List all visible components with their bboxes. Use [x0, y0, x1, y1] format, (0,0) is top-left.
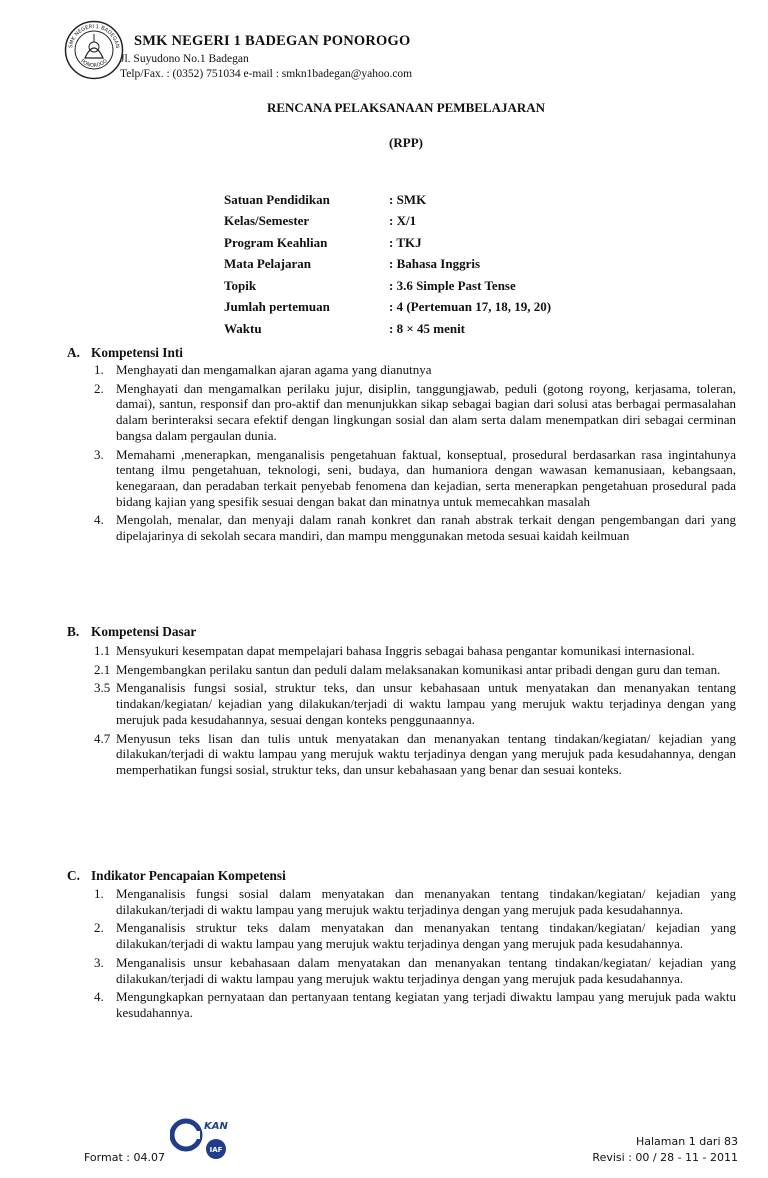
identity-value: : 3.6 Simple Past Tense — [389, 277, 516, 293]
list-item — [94, 381, 736, 444]
section-b-title: Kompetensi Dasar — [91, 624, 197, 639]
identity-label: Satuan Pendidikan — [224, 191, 330, 207]
certification-logo-icon — [170, 1113, 236, 1165]
section-a-list — [94, 362, 736, 544]
item-text: Mengolah, menalar, dan menyaji dalam ranah konkret dan ranah abstrak terkait dengan pengembangan dari yang dipelajarinya di sekolah secara mandiri, dan mampu menggunakan metoda sesuai kaidah keilmuan — [116, 512, 736, 544]
list-item — [94, 955, 736, 986]
item-number: 2. — [94, 920, 104, 936]
footer-format: Format : 04.07 — [84, 1151, 165, 1164]
identity-row — [224, 254, 551, 276]
list-item — [94, 447, 736, 510]
list-item — [94, 920, 736, 951]
item-number: 4.7 — [94, 730, 111, 746]
list-item — [94, 362, 736, 378]
list-item — [94, 731, 736, 778]
item-text: Menghayati dan mengamalkan ajaran agama yang dianutnya — [116, 362, 432, 377]
identity-label: Program Keahlian — [224, 234, 328, 250]
item-text: Memahami ,menerapkan, menganalisis pengetahuan faktual, konseptual, prosedural berdasarkan rasa ingintahunya tentang ilmu pengetahuan, teknologi, seni, budaya, dan humaniora dengan wawasan kemanusiaan, kebangsaan, kenegaraan, dan peradaban terkait penyebab fenomena dan kejadian, serta menerapkan pengetahuan prosedural pada bidang kajian yang spesifik sesuai dengan bakat dan minatnya untuk memecahkan masalah — [116, 446, 736, 509]
identity-value: : TKJ — [389, 234, 422, 250]
identity-table — [224, 189, 551, 340]
identity-row — [224, 318, 551, 340]
section-c-heading — [67, 868, 286, 884]
identity-value: : Bahasa Inggris — [389, 256, 481, 272]
identity-value: : X/1 — [389, 213, 417, 229]
identity-row — [224, 232, 551, 254]
identity-label: Topik — [224, 277, 257, 293]
list-item — [94, 886, 736, 917]
identity-value: : 8 × 45 menit — [389, 320, 466, 336]
item-text: Mengembangkan perilaku santun dan peduli dalam melaksanakan komunikasi antar pribadi dengan guru dan teman. — [116, 661, 721, 677]
list-item — [94, 643, 736, 659]
section-c-title: Indikator Pencapaian Kompetensi — [91, 868, 286, 883]
item-number: 3. — [94, 954, 104, 970]
list-item — [94, 662, 736, 678]
logo-bottom-text: PONOROGO — [79, 58, 109, 70]
list-item — [94, 512, 736, 543]
identity-row — [224, 189, 551, 211]
section-a-heading — [67, 345, 183, 361]
item-number: 3. — [94, 446, 104, 462]
school-address: Jl. Suyudono No.1 Badegan — [120, 53, 249, 65]
cert-mark2-text: IAF — [209, 1146, 223, 1154]
item-text: Mensyukuri kesempatan dapat mempelajari bahasa Inggris sebagai bahasa pengantar komunikasi internasional. — [116, 643, 695, 658]
list-item — [94, 680, 736, 727]
identity-row — [224, 275, 551, 297]
footer-page-info — [592, 1134, 738, 1166]
identity-value: : 4 (Pertemuan 17, 18, 19, 20) — [389, 299, 552, 315]
section-b-heading — [67, 624, 196, 640]
item-number: 3.5 — [94, 680, 111, 696]
item-number: 4. — [94, 512, 104, 528]
document-subtitle: (RPP) — [389, 135, 423, 150]
section-c-list — [94, 886, 736, 1021]
section-b-letter: B. — [67, 624, 80, 639]
item-number: 1. — [94, 362, 104, 377]
school-contact: Telp/Fax. : (0352) 751034 e-mail : smkn1badegan@yahoo.com — [120, 68, 413, 80]
section-b-list — [94, 643, 736, 778]
footer-revision: Revisi : 00 / 28 - 11 - 2011 — [592, 1151, 738, 1164]
identity-label: Waktu — [224, 320, 262, 336]
item-number: 2. — [94, 380, 104, 396]
item-text: Menyusun teks lisan dan tulis untuk menyatakan dan menanyakan tentang tindakan/kegiatan/ kejadian yang dilakukan/terjadi di waktu lampau yang merujuk waktu terjadinya dengan yang merujuk pada kesudahannya, dengan memperhatikan fungsi sosial, struktur teks, dan unsur kebahasaan yang benar dan sesuai konteks. — [116, 730, 736, 777]
school-logo-icon — [64, 20, 124, 80]
item-number: 2.1 — [94, 661, 111, 677]
identity-row — [224, 297, 551, 319]
identity-label: Mata Pelajaran — [224, 256, 312, 272]
item-number: 1. — [94, 886, 104, 901]
identity-row — [224, 211, 551, 233]
logo-top-text: SMK NEGERI 1 BADEGAN — [68, 23, 120, 49]
school-name: SMK NEGERI 1 BADEGAN PONOROGO — [134, 33, 411, 49]
footer-page-number: Halaman 1 dari 83 — [635, 1135, 738, 1148]
cert-mark-text: KAN — [204, 1121, 228, 1132]
item-text: Menghayati dan mengamalkan perilaku jujur, disiplin, tanggungjawab, peduli (gotong royong, kerjasama, toleran, damai), santun, responsif dan pro-aktif dan menunjukkan sikap sebagai bagian dari solusi atas berbagai permasalahan dalam berinteraksi secara efektif dengan lingkungan sosial dan alam serta dalam menempatkan diri sebagai cerminan bangsa dalam pergaulan dunia. — [116, 380, 736, 443]
item-number: 4. — [94, 989, 104, 1005]
item-text: Menganalisis fungsi sosial dalam menyatakan dan menanyakan tentang tindakan/kegiatan/ kejadian yang dilakukan/terjadi di waktu lampau yang merujuk waktu terjadinya dengan yang merujuk pada kesudahannya. — [116, 886, 736, 917]
list-item — [94, 989, 736, 1020]
document-title: RENCANA PELAKSANAAN PEMBELAJARAN — [266, 100, 546, 115]
identity-value: : SMK — [389, 191, 427, 207]
identity-label: Jumlah pertemuan — [224, 299, 330, 315]
identity-label: Kelas/Semester — [224, 213, 310, 229]
item-text: Menganalisis fungsi sosial, struktur teks, dan unsur kebahasaan untuk menyatakan dan menanyakan tentang tindakan/kegiatan/ kejadian yang dilakukan/terjadi di waktu lampau yang merujuk waktu terjadinya dengan yang merujuk pada kesudahannya, sesuai dengan konteks penggunaannya. — [116, 680, 736, 727]
item-text: Menganalisis unsur kebahasaan dalam menyatakan dan menanyakan tentang tindakan/kegiatan/ kejadian yang dilakukan/terjadi di waktu lampau yang merujuk waktu terjadinya dengan yang merujuk pada kesudahannya. — [116, 954, 736, 986]
section-a-title: Kompetensi Inti — [91, 345, 183, 360]
item-text: Mengungkapkan pernyataan dan pertanyaan tentang kegiatan yang terjadi diwaktu lampau yang merujuk pada waktu kesudahannya. — [116, 989, 736, 1020]
svg-text:PONOROGO — [79, 58, 109, 69]
section-c-letter: C. — [67, 868, 80, 883]
item-number: 1.1 — [94, 643, 111, 658]
section-a-letter: A. — [67, 345, 80, 360]
item-text: Menganalisis struktur teks dalam menyatakan dan menanyakan tentang tindakan/kegiatan/ kejadian yang dilakukan/terjadi di waktu lampau yang merujuk waktu terjadinya dengan yang merujuk pada kesudahannya. — [116, 920, 736, 952]
